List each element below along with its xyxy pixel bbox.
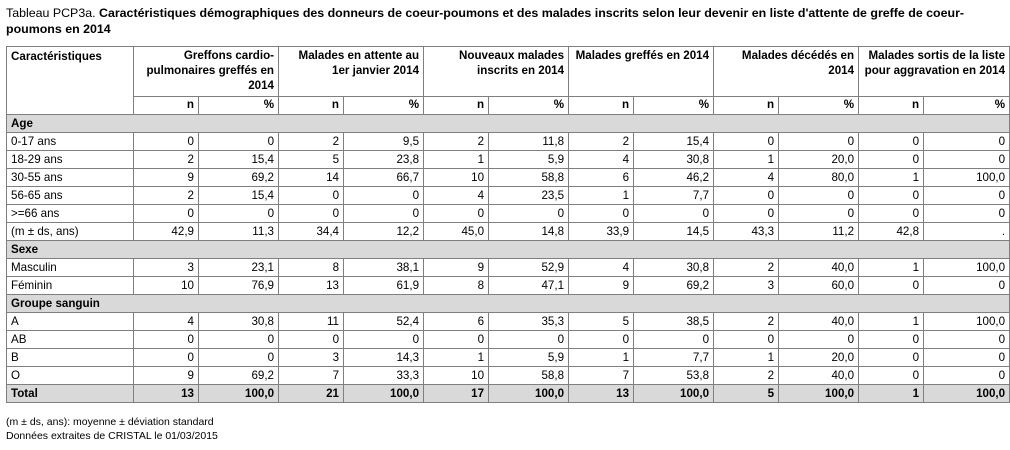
- cell-value: 2: [134, 187, 199, 205]
- cell-value: 13: [134, 385, 199, 403]
- cell-value: 0: [779, 187, 859, 205]
- cell-value: 66,7: [344, 169, 424, 187]
- cell-value: 0: [779, 205, 859, 223]
- cell-value: 35,3: [489, 313, 569, 331]
- cell-value: 11: [279, 313, 344, 331]
- cell-value: 69,2: [199, 169, 279, 187]
- cell-value: 0: [859, 367, 924, 385]
- cell-value: 0: [924, 331, 1010, 349]
- cell-value: 0: [779, 133, 859, 151]
- cell-value: 0: [134, 331, 199, 349]
- cell-value: 43,3: [714, 223, 779, 241]
- cell-value: 0: [424, 205, 489, 223]
- row-label: 30-55 ans: [7, 169, 134, 187]
- cell-value: 1: [424, 151, 489, 169]
- cell-value: 7,7: [634, 349, 714, 367]
- cell-value: 100,0: [924, 259, 1010, 277]
- cell-value: 100,0: [924, 313, 1010, 331]
- cell-value: 4: [424, 187, 489, 205]
- cell-value: 30,8: [199, 313, 279, 331]
- cell-value: 0: [924, 151, 1010, 169]
- cell-value: 15,4: [199, 151, 279, 169]
- cell-value: 15,4: [634, 133, 714, 151]
- cell-value: 0: [714, 331, 779, 349]
- cell-value: 76,9: [199, 277, 279, 295]
- cell-value: 58,8: [489, 367, 569, 385]
- table-row: [7, 169, 1010, 187]
- cell-value: 12,2: [344, 223, 424, 241]
- cell-value: 0: [714, 133, 779, 151]
- row-label: Total: [7, 385, 134, 403]
- cell-value: 0: [924, 205, 1010, 223]
- cell-value: 0: [489, 205, 569, 223]
- cell-value: 10: [134, 277, 199, 295]
- cell-value: 30,8: [634, 259, 714, 277]
- cell-value: 0: [859, 151, 924, 169]
- cell-value: 0: [199, 331, 279, 349]
- cell-value: 100,0: [489, 385, 569, 403]
- subheader-cell: %: [199, 97, 279, 115]
- cell-value: 0: [714, 205, 779, 223]
- cell-value: 2: [134, 151, 199, 169]
- cell-value: 100,0: [779, 385, 859, 403]
- row-label: B: [7, 349, 134, 367]
- cell-value: 0: [134, 133, 199, 151]
- cell-value: 1: [569, 187, 634, 205]
- cell-value: 38,1: [344, 259, 424, 277]
- cell-value: 3: [279, 349, 344, 367]
- cell-value: 0: [859, 349, 924, 367]
- footnote: (m ± ds, ans): moyenne ± déviation standard: [6, 416, 214, 428]
- table-row: [7, 349, 1010, 367]
- cell-value: 4: [714, 169, 779, 187]
- cell-value: 0: [199, 205, 279, 223]
- cell-value: 7: [279, 367, 344, 385]
- table-row: [7, 259, 1010, 277]
- cell-value: 0: [924, 277, 1010, 295]
- cell-value: 0: [924, 349, 1010, 367]
- table-body: [7, 115, 1010, 403]
- cell-value: 1: [859, 169, 924, 187]
- cell-value: 0: [714, 187, 779, 205]
- row-label: >=66 ans: [7, 205, 134, 223]
- cell-value: 60,0: [779, 277, 859, 295]
- cell-value: 1: [859, 385, 924, 403]
- row-label: 56-65 ans: [7, 187, 134, 205]
- cell-value: 1: [859, 259, 924, 277]
- cell-value: 1: [714, 151, 779, 169]
- cell-value: 38,5: [634, 313, 714, 331]
- cell-value: 11,3: [199, 223, 279, 241]
- table-row: [7, 151, 1010, 169]
- table-row: [7, 277, 1010, 295]
- cell-value: 14,5: [634, 223, 714, 241]
- cell-value: 52,9: [489, 259, 569, 277]
- subheader-cell: %: [779, 97, 859, 115]
- cell-value: 0: [569, 331, 634, 349]
- cell-value: 5: [279, 151, 344, 169]
- cell-value: 6: [424, 313, 489, 331]
- cell-value: 11,2: [779, 223, 859, 241]
- cell-value: 14,3: [344, 349, 424, 367]
- cell-value: 23,5: [489, 187, 569, 205]
- total-row: [7, 385, 1010, 403]
- cell-value: 0: [489, 331, 569, 349]
- group-header: Malades décédés en 2014: [714, 47, 859, 97]
- cell-value: 0: [134, 205, 199, 223]
- cell-value: 0: [859, 205, 924, 223]
- section-row: [7, 295, 1010, 313]
- cell-value: 8: [279, 259, 344, 277]
- table-row: [7, 223, 1010, 241]
- cell-value: 2: [714, 259, 779, 277]
- subheader-cell: n: [134, 97, 199, 115]
- group-header: Malades greffés en 2014: [569, 47, 714, 97]
- cell-value: 5,9: [489, 349, 569, 367]
- cell-value: 9: [134, 169, 199, 187]
- cell-value: 11,8: [489, 133, 569, 151]
- cell-value: 0: [279, 205, 344, 223]
- table-title-text: Caractéristiques démographiques des donneurs de coeur-poumons et des malades inscrits selon leur devenir en liste d'attente de greffe de coeur-poumons en 2014: [6, 6, 965, 36]
- cell-value: 9,5: [344, 133, 424, 151]
- cell-value: 17: [424, 385, 489, 403]
- cell-value: 2: [714, 313, 779, 331]
- cell-value: 13: [279, 277, 344, 295]
- table-code: Tableau PCP3a.: [6, 6, 96, 20]
- row-label: (m ± ds, ans): [7, 223, 134, 241]
- cell-value: 1: [714, 349, 779, 367]
- cell-value: .: [924, 223, 1010, 241]
- cell-value: 40,0: [779, 313, 859, 331]
- cell-value: 14,8: [489, 223, 569, 241]
- cell-value: 100,0: [924, 385, 1010, 403]
- cell-value: 5: [569, 313, 634, 331]
- subheader-cell: n: [569, 97, 634, 115]
- subheader-cell: n: [859, 97, 924, 115]
- group-header: Malades en attente au 1er janvier 2014: [279, 47, 424, 97]
- row-label: 18-29 ans: [7, 151, 134, 169]
- cell-value: 46,2: [634, 169, 714, 187]
- cell-value: 6: [569, 169, 634, 187]
- cell-value: 0: [134, 349, 199, 367]
- cell-value: 7,7: [634, 187, 714, 205]
- subheader-cell: %: [489, 97, 569, 115]
- cell-value: 23,1: [199, 259, 279, 277]
- cell-value: 0: [924, 133, 1010, 151]
- footnote: Données extraites de CRISTAL le 01/03/2015: [6, 430, 218, 442]
- cell-value: 0: [634, 331, 714, 349]
- cell-value: 100,0: [199, 385, 279, 403]
- cell-value: 34,4: [279, 223, 344, 241]
- cell-value: 40,0: [779, 367, 859, 385]
- table-row: [7, 133, 1010, 151]
- cell-value: 5: [714, 385, 779, 403]
- cell-value: 4: [569, 151, 634, 169]
- cell-value: 0: [924, 187, 1010, 205]
- cell-value: 2: [714, 367, 779, 385]
- section-row: [7, 241, 1010, 259]
- cell-value: 21: [279, 385, 344, 403]
- cell-value: 5,9: [489, 151, 569, 169]
- subheader-cell: n: [424, 97, 489, 115]
- cell-value: 7: [569, 367, 634, 385]
- table-row: [7, 205, 1010, 223]
- cell-value: 3: [714, 277, 779, 295]
- cell-value: 80,0: [779, 169, 859, 187]
- header-row: [7, 47, 1010, 97]
- table-row: [7, 187, 1010, 205]
- section-row: [7, 115, 1010, 133]
- cell-value: 100,0: [924, 169, 1010, 187]
- cell-value: 0: [344, 205, 424, 223]
- row-label: Masculin: [7, 259, 134, 277]
- cell-value: 69,2: [634, 277, 714, 295]
- cell-value: 100,0: [344, 385, 424, 403]
- cell-value: 13: [569, 385, 634, 403]
- cell-value: 0: [779, 331, 859, 349]
- cell-value: 42,8: [859, 223, 924, 241]
- cell-value: 2: [569, 133, 634, 151]
- table-row: [7, 367, 1010, 385]
- cell-value: 2: [279, 133, 344, 151]
- cell-value: 20,0: [779, 349, 859, 367]
- cell-value: 4: [134, 313, 199, 331]
- cell-value: 0: [199, 133, 279, 151]
- row-label: AB: [7, 331, 134, 349]
- row-label: 0-17 ans: [7, 133, 134, 151]
- cell-value: 0: [279, 187, 344, 205]
- table-row: [7, 331, 1010, 349]
- first-col-header: Caractéristiques: [7, 47, 134, 115]
- cell-value: 53,8: [634, 367, 714, 385]
- group-header: Nouveaux malades inscrits en 2014: [424, 47, 569, 97]
- row-label: A: [7, 313, 134, 331]
- cell-value: 1: [859, 313, 924, 331]
- cell-value: 30,8: [634, 151, 714, 169]
- table-title: [6, 5, 971, 37]
- subheader-cell: %: [344, 97, 424, 115]
- cell-value: 69,2: [199, 367, 279, 385]
- data-table: [6, 46, 1010, 403]
- row-label: O: [7, 367, 134, 385]
- cell-value: 2: [424, 133, 489, 151]
- section-label: Age: [7, 115, 1010, 133]
- cell-value: 0: [344, 331, 424, 349]
- cell-value: 0: [344, 187, 424, 205]
- section-label: Groupe sanguin: [7, 295, 1010, 313]
- cell-value: 23,8: [344, 151, 424, 169]
- cell-value: 58,8: [489, 169, 569, 187]
- cell-value: 45,0: [424, 223, 489, 241]
- cell-value: 0: [859, 187, 924, 205]
- cell-value: 10: [424, 367, 489, 385]
- cell-value: 9: [134, 367, 199, 385]
- footnotes: [6, 415, 218, 443]
- cell-value: 0: [279, 331, 344, 349]
- subheader-cell: n: [714, 97, 779, 115]
- row-label: Féminin: [7, 277, 134, 295]
- cell-value: 33,9: [569, 223, 634, 241]
- cell-value: 0: [569, 205, 634, 223]
- cell-value: 10: [424, 169, 489, 187]
- cell-value: 40,0: [779, 259, 859, 277]
- cell-value: 3: [134, 259, 199, 277]
- cell-value: 33,3: [344, 367, 424, 385]
- cell-value: 1: [424, 349, 489, 367]
- cell-value: 47,1: [489, 277, 569, 295]
- cell-value: 52,4: [344, 313, 424, 331]
- cell-value: 0: [859, 331, 924, 349]
- cell-value: 9: [569, 277, 634, 295]
- cell-value: 100,0: [634, 385, 714, 403]
- cell-value: 14: [279, 169, 344, 187]
- cell-value: 0: [924, 367, 1010, 385]
- cell-value: 0: [859, 277, 924, 295]
- cell-value: 20,0: [779, 151, 859, 169]
- cell-value: 1: [569, 349, 634, 367]
- cell-value: 0: [634, 205, 714, 223]
- section-label: Sexe: [7, 241, 1010, 259]
- cell-value: 8: [424, 277, 489, 295]
- subheader-cell: n: [279, 97, 344, 115]
- cell-value: 61,9: [344, 277, 424, 295]
- cell-value: 42,9: [134, 223, 199, 241]
- cell-value: 15,4: [199, 187, 279, 205]
- cell-value: 0: [424, 331, 489, 349]
- group-header: Malades sortis de la liste pour aggravation en 2014: [859, 47, 1010, 97]
- subheader-row: [7, 97, 1010, 115]
- cell-value: 9: [424, 259, 489, 277]
- cell-value: 4: [569, 259, 634, 277]
- group-header: Greffons cardio-pulmonaires greffés en 2014: [134, 47, 279, 97]
- subheader-cell: %: [634, 97, 714, 115]
- table-row: [7, 313, 1010, 331]
- subheader-cell: %: [924, 97, 1010, 115]
- cell-value: 0: [199, 349, 279, 367]
- cell-value: 0: [859, 133, 924, 151]
